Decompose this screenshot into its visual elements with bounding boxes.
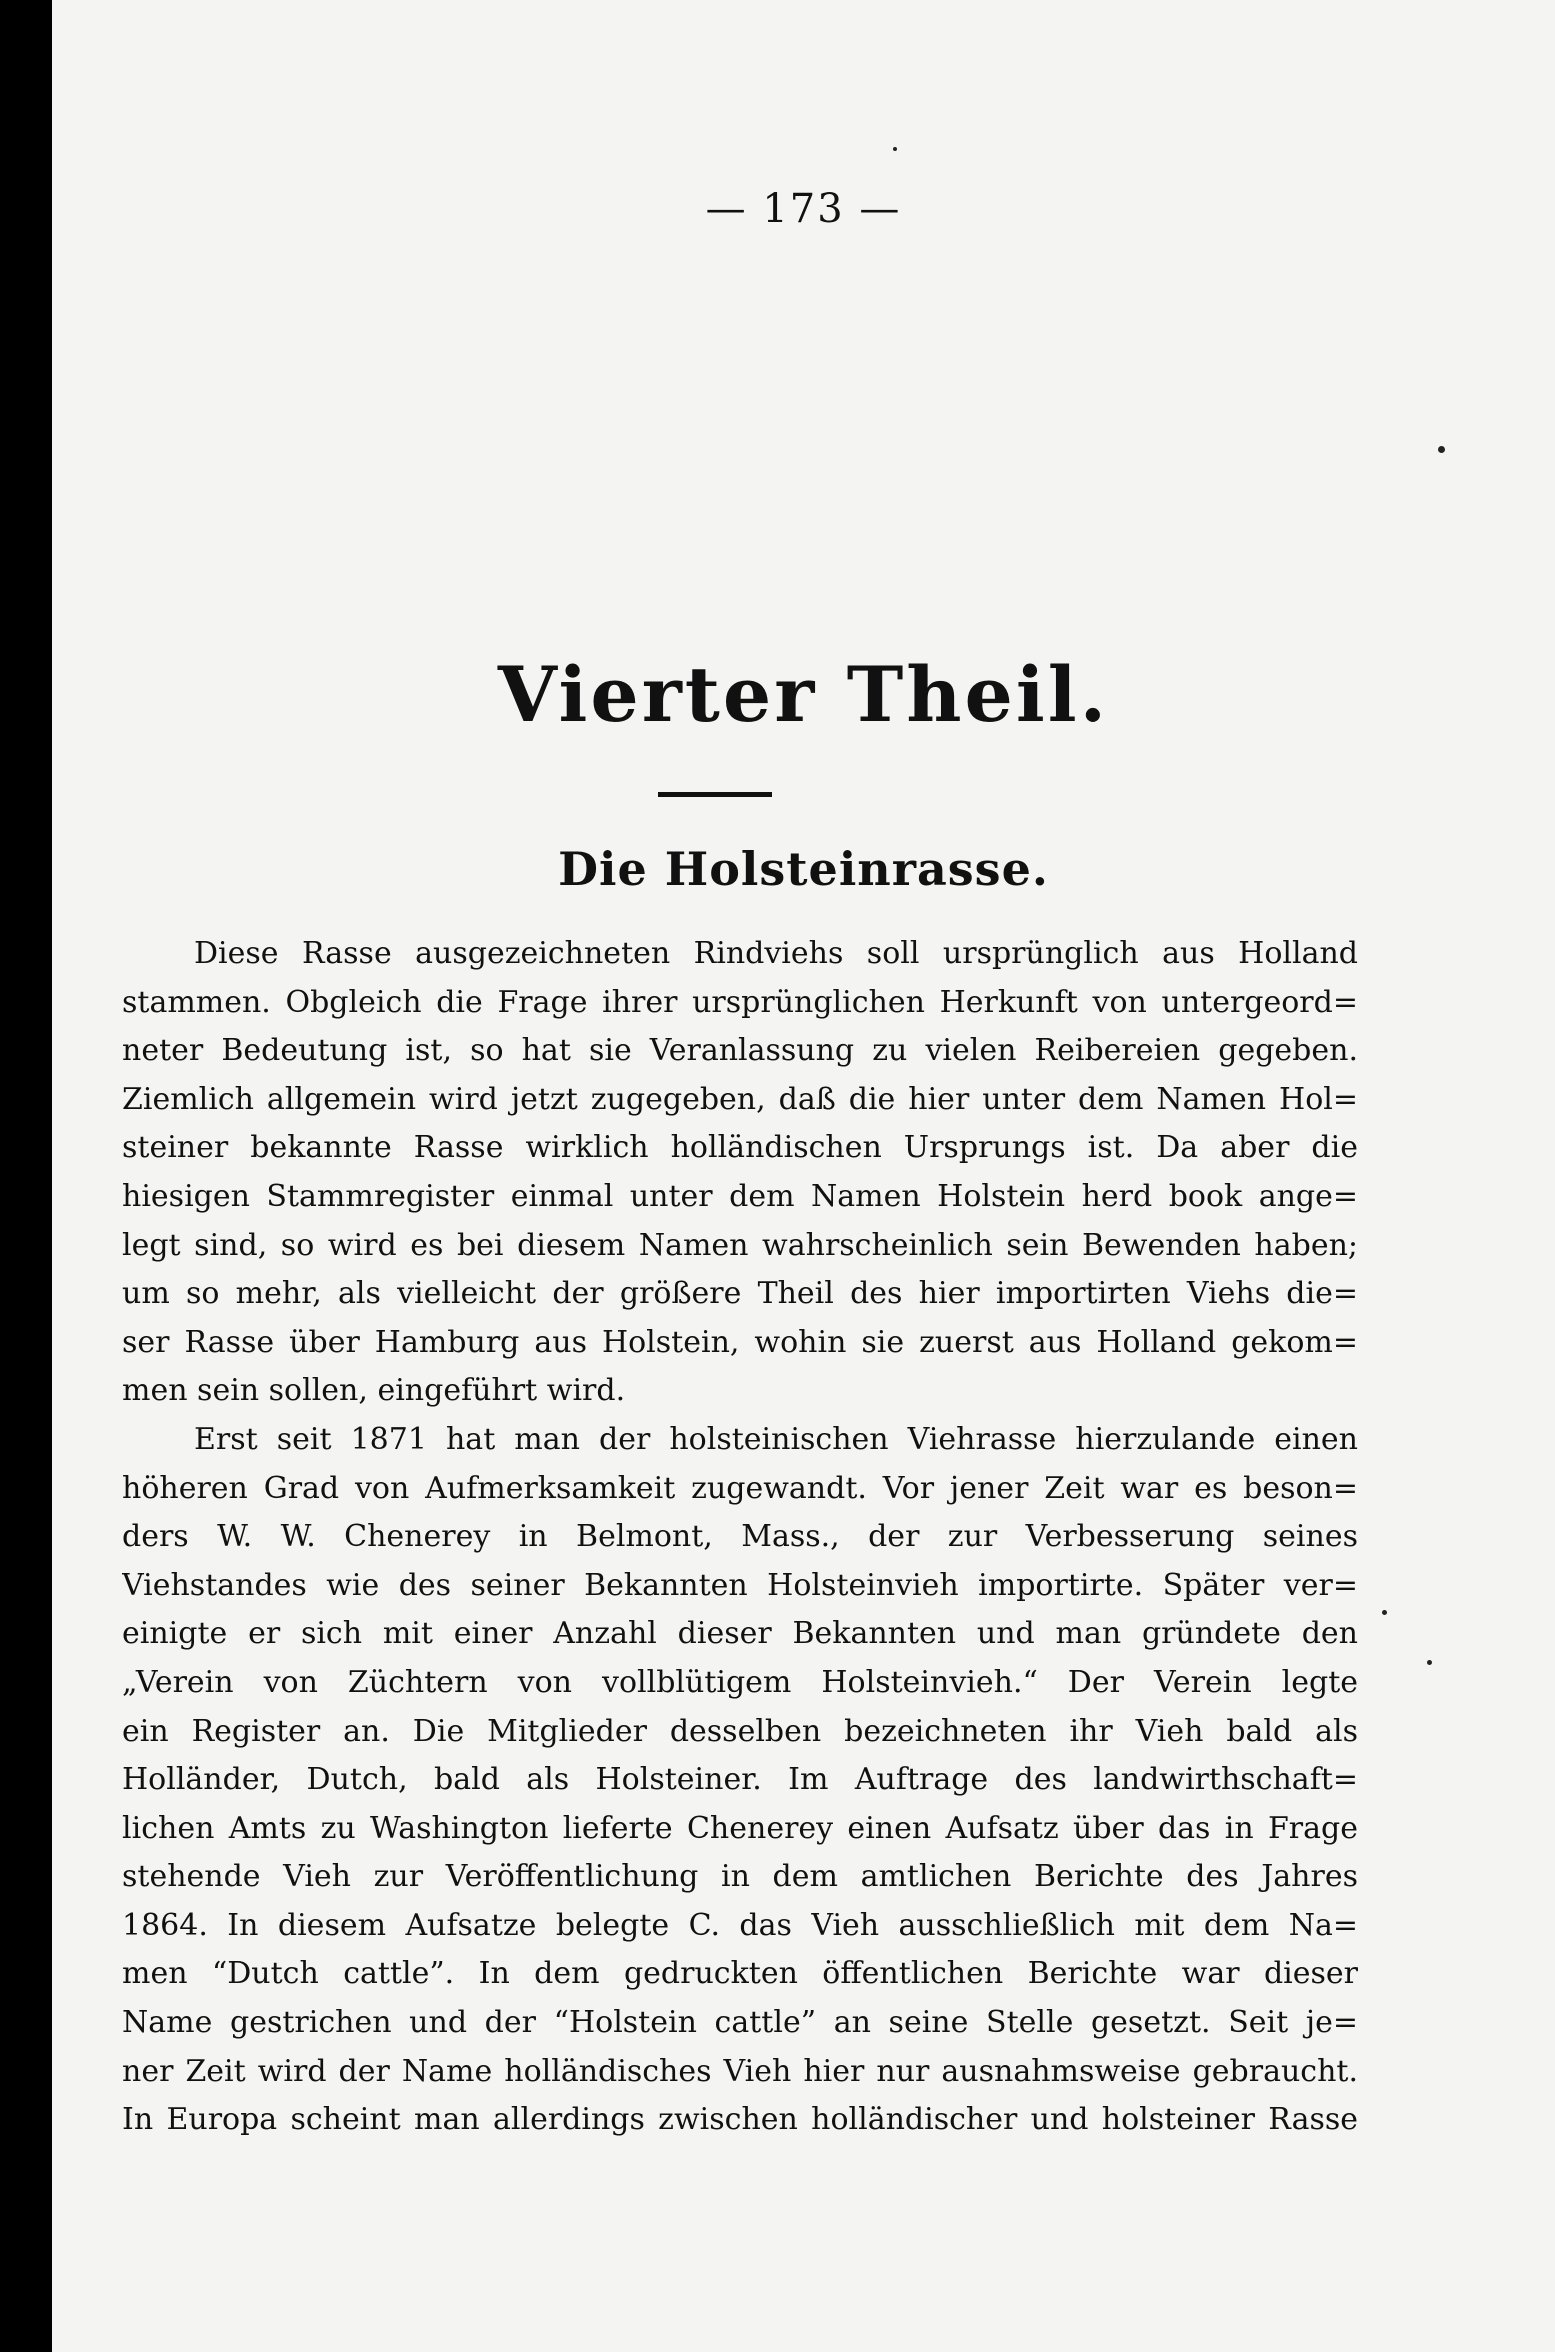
text-line: Ziemlich allgemein wird jetzt zugegeben, daß die hier unter dem Namen Hol= [122,1081,1358,1117]
text-line: „Verein von Züchtern von vollblütigem Holsteinvieh.“ Der Verein legte [122,1664,1358,1700]
text-line: ner Zeit wird der Name holländisches Vieh hier nur ausnahmsweise gebraucht. [122,2053,1358,2089]
text-line: 1864. In diesem Aufsatze belegte C. das Vieh ausschließlich mit dem Na= [122,1907,1358,1943]
text-line: men “Dutch cattle”. In dem gedruckten öffentlichen Berichte war dieser [122,1956,1358,1992]
text-line: ser Rasse über Hamburg aus Holstein, wohin sie zuerst aus Holland gekom= [122,1324,1358,1360]
text-line: lichen Amts zu Washington lieferte Chenerey einen Aufsatz über das in Frage [122,1810,1358,1846]
text-line: In Europa scheint man allerdings zwischen holländischer und holsteiner Rasse [122,2102,1358,2138]
text-line: Holländer, Dutch, bald als Holsteiner. Im Auftrage des landwirthschaft= [122,1762,1358,1798]
section-title: Die Holsteinrasse. [558,842,1049,896]
scan-dark-edge [0,0,52,2352]
scan-speck [1427,1660,1432,1665]
text-line: stehende Vieh zur Veröffentlichung in dem amtlichen Berichte des Jahres [122,1859,1358,1895]
text-line: um so mehr, als vielleicht der größere Theil des hier importirten Viehs die= [122,1276,1358,1312]
page-number: — 173 — [705,186,902,232]
text-line: ders W. W. Chenerey in Belmont, Mass., der zur Verbesserung seines [122,1519,1358,1555]
text-line: neter Bedeutung ist, so hat sie Veranlassung zu vielen Reibereien gegeben. [122,1033,1358,1069]
text-line: Erst seit 1871 hat man der holsteinischen Viehrasse hierzulande einen [194,1421,1358,1457]
paragraph-1 [122,930,1358,1416]
text-line: einigte er sich mit einer Anzahl dieser Bekannten und man gründete den [122,1616,1358,1652]
text-line: steiner bekannte Rasse wirklich holländischen Ursprungs ist. Da aber die [122,1130,1358,1166]
scan-speck [1438,446,1445,453]
text-line: stammen. Obgleich die Frage ihrer ursprünglichen Herkunft von untergeord= [122,984,1358,1020]
text-line: höheren Grad von Aufmerksamkeit zugewandt. Vor jener Zeit war es beson= [122,1470,1358,1506]
text-line: hiesigen Stammregister einmal unter dem Namen Holstein herd book ange= [122,1178,1358,1214]
title-divider-rule [658,792,772,797]
text-line: Name gestrichen und der “Holstein cattle” an seine Stelle gesetzt. Seit je= [122,2005,1358,2041]
book-page [52,0,1555,2352]
scan-speck [893,147,897,151]
body-text [122,930,1358,2145]
text-line: Viehstandes wie des seiner Bekannten Holsteinvieh importirte. Später ver= [122,1567,1358,1603]
chapter-title: Vierter Theil. [497,650,1110,739]
text-line: men sein sollen, eingeführt wird. [122,1373,626,1409]
text-line: legt sind, so wird es bei diesem Namen wahrscheinlich sein Bewenden haben; [122,1227,1358,1263]
scan-speck [1382,1610,1387,1615]
paragraph-2 [122,1416,1358,2145]
text-line: ein Register an. Die Mitglieder desselben bezeichneten ihr Vieh bald als [122,1713,1358,1749]
text-line: Diese Rasse ausgezeichneten Rindviehs soll ursprünglich aus Holland [194,936,1358,971]
